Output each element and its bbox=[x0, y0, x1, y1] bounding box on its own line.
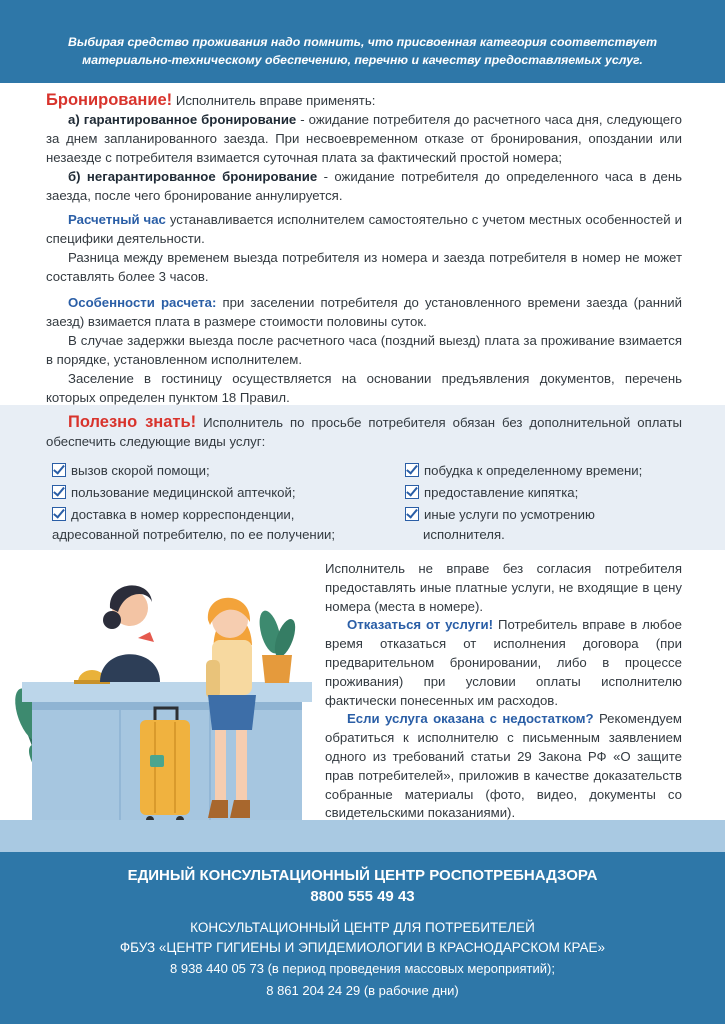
checkbox-icon bbox=[52, 507, 66, 521]
defect-text: Рекомендуем обратиться к исполнителю с письменным заявлением одного из требований статьи 29 Закона РФ «О защите прав потребителей», приложив в качестве доказательств собранные материалы (фото, видео, документы со свидетельскими показаниями). bbox=[325, 711, 682, 821]
list-item: доставка в номер корреспонденции, bbox=[52, 505, 382, 524]
footer-strip bbox=[0, 820, 725, 856]
useful-heading: Полезно знать! bbox=[68, 413, 197, 431]
list-item: предоставление кипятка; bbox=[405, 483, 695, 502]
useful-section bbox=[46, 413, 682, 451]
footer-phone[interactable]: 8800 555 49 43 bbox=[310, 888, 415, 905]
checkout-text: устанавливается исполнителем самостоятельно с учетом местных особенностей и специфики деятельности. bbox=[46, 212, 682, 246]
footer-sub-1: КОНСУЛЬТАЦИОННЫЙ ЦЕНТР ДЛЯ ПОТРЕБИТЕЛЕЙ bbox=[190, 920, 535, 935]
footer-phone-2[interactable]: 8 938 440 05 73 (в период проведения массовых мероприятий); bbox=[170, 961, 555, 976]
list-item-continuation: адресованной потребителю, по ее получении; bbox=[52, 527, 336, 542]
checkbox-icon bbox=[52, 463, 66, 477]
booking-b-label: б) негарантированное бронирование bbox=[68, 169, 318, 184]
list-item: пользование медицинской аптечкой; bbox=[52, 483, 382, 502]
desk-plant-icon bbox=[256, 608, 300, 683]
list-item-continuation: исполнителя. bbox=[423, 527, 505, 542]
booking-a-label: а) гарантированное бронирование bbox=[68, 112, 297, 127]
payment-section bbox=[46, 293, 682, 407]
footer bbox=[0, 852, 725, 1024]
payment-text: при заселении потребителя до установленного времени заезда (ранний заезд) взимается плата в размере стоимости половины суток. bbox=[46, 295, 682, 329]
checkout-label: Расчетный час bbox=[68, 212, 166, 227]
rights-p1: Исполнитель не вправе без согласия потребителя предоставлять иные платные услуги, не входящие в цену номера (места в номере). bbox=[325, 561, 682, 614]
checkbox-icon bbox=[405, 463, 419, 477]
useful-text: Исполнитель по просьбе потребителя обязан без дополнительной оплаты обеспечить следующие виды услуг: bbox=[46, 415, 682, 449]
top-banner bbox=[0, 0, 725, 83]
list-item: побудка к определенному времени; bbox=[405, 461, 695, 480]
suitcase-icon bbox=[140, 708, 190, 824]
footer-phone-3[interactable]: 8 861 204 24 29 (в рабочие дни) bbox=[266, 983, 459, 998]
useful-list-left bbox=[52, 461, 382, 544]
checkbox-icon bbox=[405, 507, 419, 521]
checkbox-icon bbox=[52, 485, 66, 499]
refuse-label: Отказаться от услуги! bbox=[347, 617, 494, 633]
rights-column bbox=[325, 560, 682, 823]
footer-title: ЕДИНЫЙ КОНСУЛЬТАЦИОННЫЙ ЦЕНТР РОСПОТРЕБНАДЗОРА bbox=[127, 867, 598, 884]
payment-p2: В случае задержки выезда после расчетного часа (поздний выезд) плата за проживание взимается в порядке, установленном исполнителем. bbox=[46, 333, 682, 367]
payment-label: Особенности расчета: bbox=[68, 295, 217, 310]
useful-list-right bbox=[405, 461, 695, 544]
list-item: иные услуги по усмотрению bbox=[405, 505, 695, 524]
banner-line-2: материально-техническому обеспечению, перечню и качеству предоставляемых услуг. bbox=[82, 53, 643, 67]
booking-section bbox=[46, 91, 682, 205]
refuse-text: Потребитель вправе в любое время отказаться от исполнения договора (при предварительном бронировании, либо в процессе проживания) при условии оплаты исполнителю фактически понесенных им расходов. bbox=[325, 617, 682, 708]
booking-intro: Исполнитель вправе применять: bbox=[172, 93, 376, 108]
checkbox-icon bbox=[405, 485, 419, 499]
booking-b-text: - ожидание потребителя до определенного часа в день заезда, после чего бронирование аннулируется. bbox=[46, 169, 682, 203]
checkout-p2: Разница между временем выезда потребителя из номера и заезда потребителя в номер не может составлять более 3 часов. bbox=[46, 250, 682, 284]
booking-a-text: - ожидание потребителя до расчетного часа дня, следующего за днем запланированного заезда. При несвоевременном отказе от бронирования, опоздании или незаезде с потребителя взимается суточная плата за фактический простой номера; bbox=[46, 112, 682, 165]
booking-heading: Бронирование! bbox=[46, 91, 173, 109]
payment-p3: Заселение в гостиницу осуществляется на основании предъявления документов, перечень которых определен пунктом 18 Правил. bbox=[46, 371, 682, 405]
footer-sub-2: ФБУЗ «ЦЕНТР ГИГИЕНЫ И ЭПИДЕМИОЛОГИИ В КРАСНОДАРСКОМ КРАЕ» bbox=[119, 940, 606, 955]
banner-line-1: Выбирая средство проживания надо помнить, что присвоенная категория соответствует bbox=[67, 35, 658, 49]
receptionist-figure bbox=[100, 585, 160, 682]
hotel-reception-illustration bbox=[0, 550, 320, 850]
list-item: вызов скорой помощи; bbox=[52, 461, 382, 480]
checkout-section bbox=[46, 210, 682, 286]
defect-label: Если услуга оказана с недостатком? bbox=[347, 711, 594, 727]
